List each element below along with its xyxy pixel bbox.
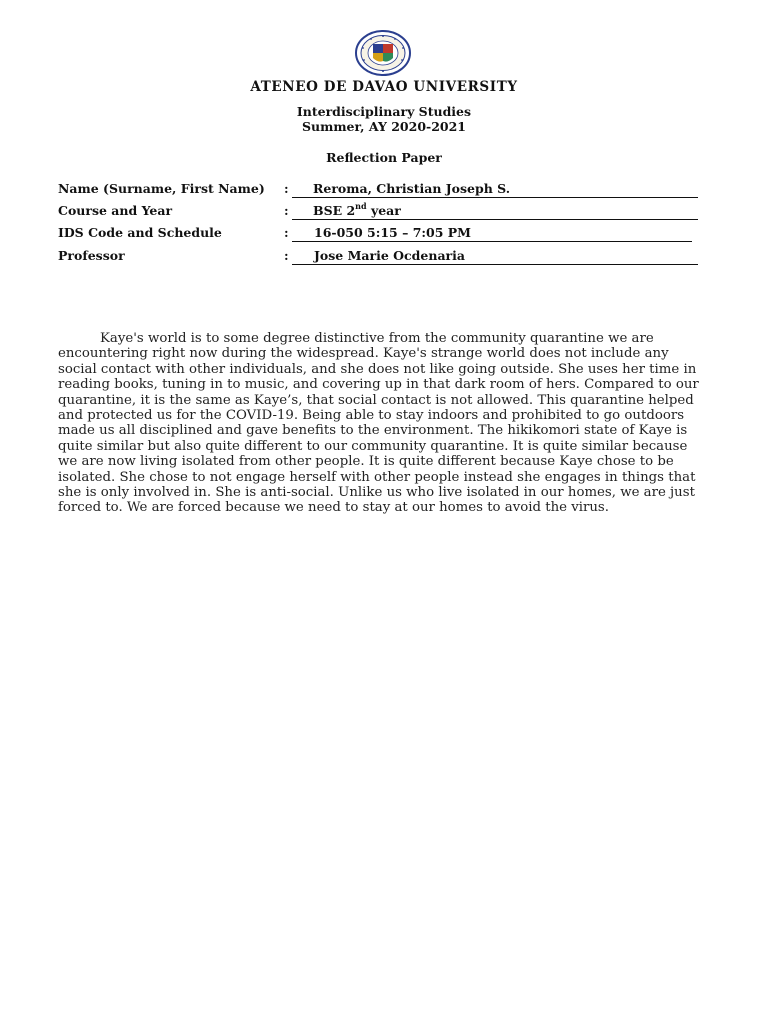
course-field — [292, 200, 698, 220]
info-row-professor — [58, 248, 698, 266]
info-row-name — [58, 181, 698, 199]
university-name: ATENEO DE DAVAO UNIVERSITY — [250, 79, 518, 95]
ids-field — [292, 225, 692, 242]
course-label: Course and Year — [58, 203, 173, 218]
academic-term: Summer, AY 2020-2021 — [301, 119, 467, 134]
info-row-course — [58, 200, 698, 221]
name-value: Reroma, Christian Joseph S. — [313, 181, 511, 196]
ids-value: 16-050 5:15 – 7:05 PM — [314, 225, 471, 240]
reflection-paragraph: Kaye's world is to some degree distinctive from the community quarantine we are encountering right now during the widespread. Kaye's strange world does not include any social contact with other individuals, and she does not like going outside. She uses her time in reading books, tuning in to music, and covering up in that dark room of hers. Compared to our quarantine, it is the same as Kaye’s, that social contact is not allowed. This quarantine helped and protected us for the COVID-19. Being able to stay indoors and prohibited to go outdoors made us all disciplined and gave benefits to the environment. The hikikomori state of Kaye is quite similar but also quite different to our community quarantine. It is quite similar because we are now living isolated from other people. It is quite different because Kaye chose to be isolated. She chose to not engage herself with other people instead she engages in things that she is only involved in. She is anti-social. Unlike us who live isolated in our homes, we are just forced to. We are forced because we need to stay at our homes to avoid the virus. — [58, 331, 699, 516]
ids-colon: : — [284, 225, 289, 240]
course-value-suffix: year — [366, 203, 401, 218]
professor-colon: : — [284, 248, 289, 263]
document-type: Reflection Paper — [326, 150, 442, 165]
program-title: Interdisciplinary Studies — [296, 104, 472, 119]
name-field — [292, 181, 698, 198]
name-label: Name (Surname, First Name) — [58, 181, 265, 196]
course-value — [313, 200, 401, 218]
university-seal-icon — [355, 30, 411, 76]
ids-label: IDS Code and Schedule — [58, 225, 222, 240]
professor-label: Professor — [58, 248, 125, 263]
name-colon: : — [284, 181, 289, 196]
course-value-sup: nd — [355, 200, 367, 211]
professor-field — [292, 248, 698, 265]
course-value-prefix: BSE 2 — [313, 203, 356, 218]
course-colon: : — [284, 203, 289, 218]
professor-value: Jose Marie Ocdenaria — [314, 248, 465, 263]
info-row-ids — [58, 225, 698, 243]
